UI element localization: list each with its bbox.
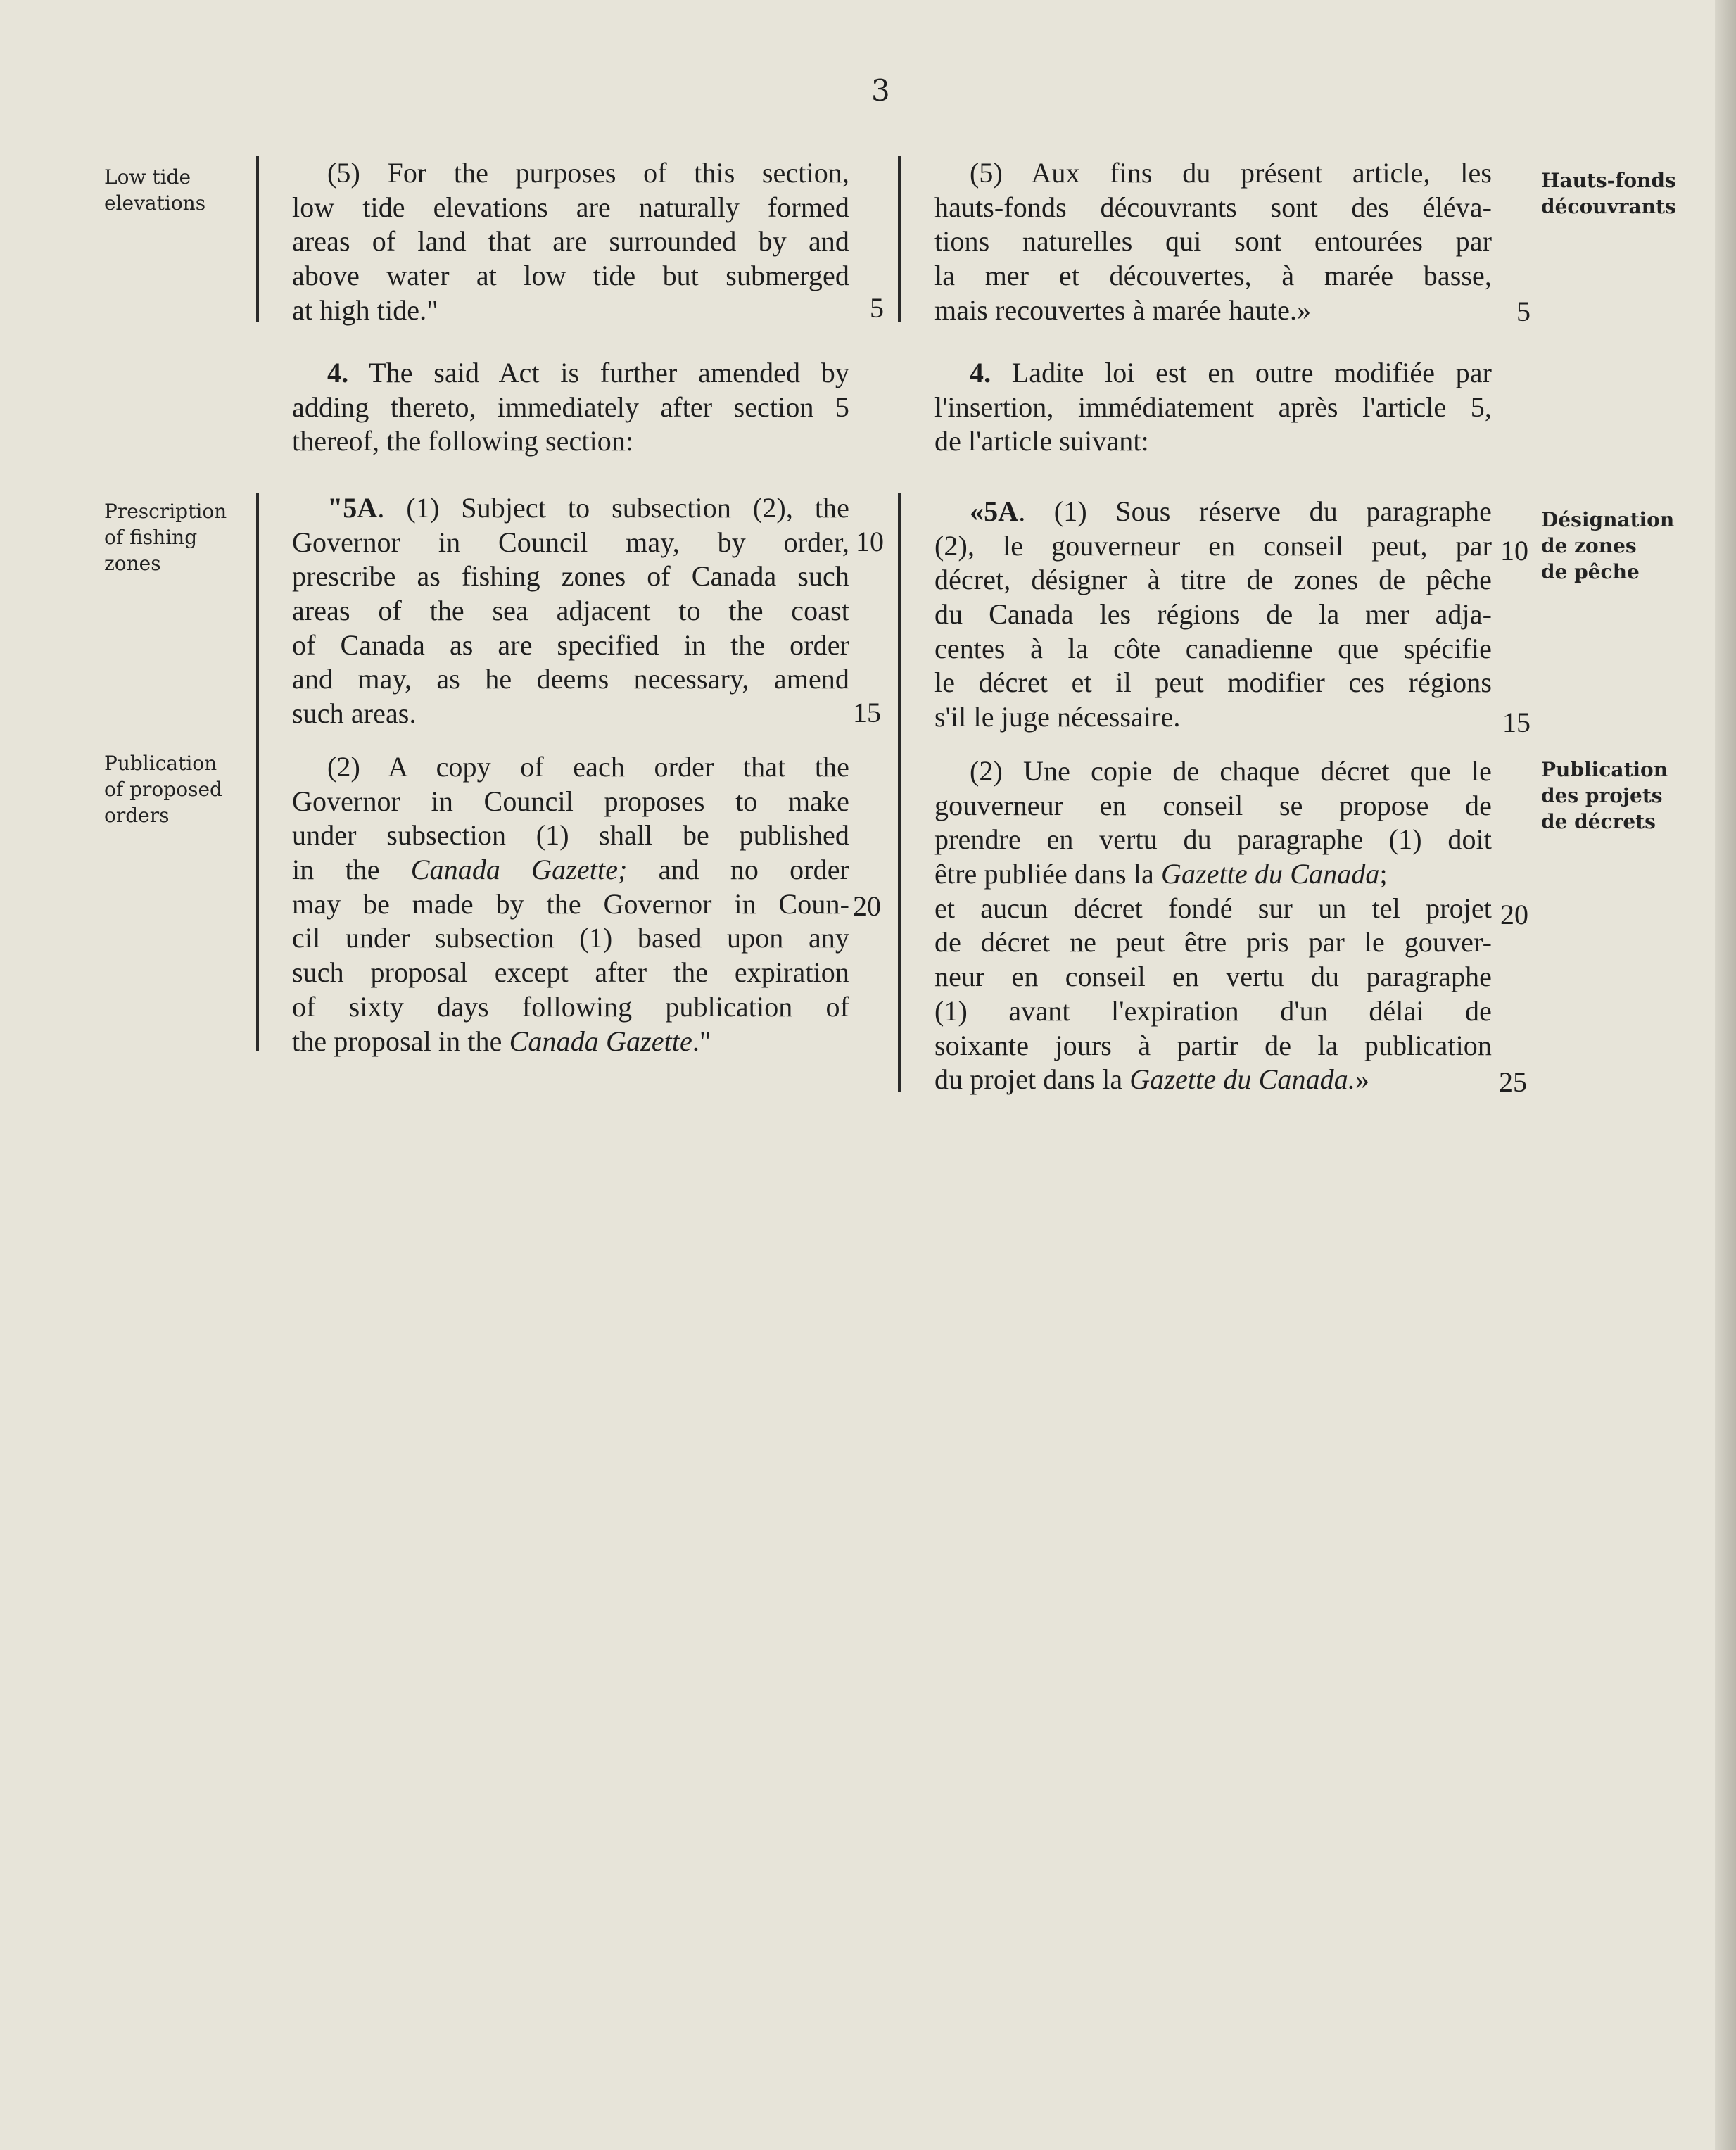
section-number: 4. — [327, 357, 349, 388]
text-line: thereof, the following section: — [292, 425, 634, 457]
text-line — [292, 356, 849, 391]
text-line: soixante jours à partir de la publication — [934, 1029, 1492, 1061]
text-line: of sixty days following publication of — [292, 990, 849, 1023]
section-letter: A — [998, 495, 1019, 527]
amendment-bar-fr-2 — [898, 493, 901, 1092]
text-line: gouverneur en conseil se propose de — [934, 789, 1492, 821]
gazette-title: Canada Gazette; — [410, 854, 628, 886]
text-run: in the — [292, 854, 411, 886]
english-section-5a — [292, 491, 849, 731]
text-run: » — [1355, 1063, 1370, 1096]
text-line: such areas. — [292, 697, 417, 730]
text-line: may be made by the Governor in Coun- — [292, 887, 849, 920]
line-number-en-20: 20 — [853, 890, 881, 922]
margin-note-fishing-zones-en: Prescription of fishing zones — [104, 500, 227, 575]
text-line: cil under subsection (1) based upon any — [292, 922, 849, 954]
french-subsection-5 — [934, 156, 1492, 327]
line-number-fr-25: 25 — [1499, 1066, 1527, 1098]
text-run: and no order — [627, 854, 850, 886]
text-line: prescribe as fishing zones of Canada such — [292, 560, 849, 593]
text-line: above water at low tide but submerged — [292, 260, 849, 292]
line-number-fr-15: 15 — [1502, 707, 1531, 738]
line-number-fr-20: 20 — [1500, 899, 1528, 930]
text-run: ." — [692, 1025, 711, 1057]
text-line — [292, 853, 849, 887]
english-subsection-2 — [292, 750, 849, 1058]
page-edge — [1715, 0, 1736, 2150]
text-line: neur en conseil en vertu du paragraphe — [934, 961, 1492, 993]
text-line: le décret et il peut modifier ces régions — [934, 666, 1492, 699]
line-number-en-10: 10 — [856, 526, 884, 557]
text-line: (2) Une copie de chaque décret que le — [970, 755, 1492, 787]
text-line: prendre en vertu du paragraphe (1) doit — [934, 823, 1492, 856]
text-line: tions naturelles qui sont entourées par — [934, 225, 1492, 258]
section-text: . (1) Subject to subsection (2), the — [377, 492, 849, 524]
text-run: du projet dans la — [934, 1063, 1130, 1096]
section-text: . (1) Sous réserve du paragraphe — [1018, 495, 1492, 527]
text-line — [292, 1025, 849, 1059]
section-number: "5 — [327, 492, 357, 524]
text-line: areas of land that are surrounded by and — [292, 225, 849, 258]
text-line: adding thereto, immediately after section 5 — [292, 391, 849, 423]
text-line: (2), le gouverneur en conseil peut, par — [934, 529, 1492, 562]
text-run: ; — [1379, 858, 1388, 890]
section-number: «5 — [970, 495, 999, 527]
margin-note-low-tide-fr: Hauts-fonds découvrants — [1541, 169, 1676, 218]
margin-note-fishing-zones-fr: Désignation de zones de pêche — [1541, 508, 1675, 583]
text-line: Governor in Council proposes to make — [292, 785, 849, 817]
text-line: mais recouvertes à marée haute.» — [934, 293, 1312, 326]
text-line — [934, 1063, 1492, 1097]
gazette-title: Canada Gazette — [509, 1025, 692, 1057]
gazette-title: Gazette du Canada — [1160, 858, 1380, 890]
amendment-bar-en-2 — [256, 493, 259, 1051]
text-line: du Canada les régions de la mer adja- — [934, 598, 1492, 631]
text-line — [934, 857, 1492, 892]
text-line: s'il le juge nécessaire. — [934, 701, 1181, 733]
margin-note-publication-fr: Publication des projets de décrets — [1541, 758, 1668, 833]
text-line: areas of the sea adjacent to the coast — [292, 595, 849, 627]
text-line: décret, désigner à titre de zones de pêche — [934, 564, 1492, 596]
amendment-bar-fr-1 — [898, 156, 901, 322]
section-number: 4. — [970, 357, 991, 388]
text-line: (5) For the purposes of this section, — [327, 157, 849, 189]
text-line: (1) avant l'expiration d'un délai de — [934, 994, 1492, 1027]
text-line: de décret ne peut être pris par le gouver- — [934, 926, 1492, 959]
english-subsection-5 — [292, 156, 849, 327]
text-run: être publiée dans la — [934, 858, 1161, 890]
margin-note-low-tide-en: Low tide elevations — [104, 165, 206, 215]
french-subsection-2 — [934, 754, 1492, 1097]
line-number-fr-10: 10 — [1500, 535, 1528, 567]
section-text: The said Act is further amended by — [369, 357, 849, 388]
text-line: Governor in Council may, by order, — [292, 526, 849, 558]
text-line: under subsection (1) shall be published — [292, 819, 849, 852]
line-number-en-15: 15 — [853, 697, 881, 728]
line-number-en-5: 5 — [870, 292, 884, 324]
text-line: hauts-fonds découvrants sont des éléva- — [934, 191, 1492, 223]
text-line: la mer et découvertes, à marée basse, — [934, 260, 1492, 292]
text-line — [934, 356, 1492, 391]
margin-note-publication-en: Publication of proposed orders — [104, 752, 222, 827]
text-line: at high tide." — [292, 293, 438, 326]
text-line: of Canada as are specified in the order — [292, 628, 849, 661]
text-line: et aucun décret fondé sur un tel projet — [934, 892, 1492, 924]
text-line: l'insertion, immédiatement après l'article 5, — [934, 391, 1492, 423]
gazette-title: Gazette du Canada. — [1129, 1063, 1355, 1096]
text-line: such proposal except after the expiration — [292, 956, 849, 989]
english-section-4 — [292, 356, 849, 459]
section-letter: A — [357, 492, 378, 524]
text-line: centes à la côte canadienne que spécifie — [934, 632, 1492, 664]
page-number: 3 — [871, 73, 890, 108]
text-line — [292, 491, 849, 526]
french-section-5a — [934, 495, 1492, 735]
section-text: Ladite loi est en outre modifiée par — [1011, 357, 1492, 388]
amendment-bar-en-1 — [256, 156, 259, 322]
text-line: and may, as he deems necessary, amend — [292, 663, 849, 695]
text-line: (5) Aux fins du présent article, les — [970, 157, 1492, 189]
text-line — [934, 495, 1492, 529]
text-line: low tide elevations are naturally formed — [292, 191, 849, 223]
text-line: de l'article suivant: — [934, 425, 1149, 457]
text-run: the proposal in the — [292, 1025, 509, 1057]
line-number-fr-5: 5 — [1516, 296, 1531, 327]
french-section-4 — [934, 356, 1492, 459]
text-line: (2) A copy of each order that the — [327, 751, 849, 783]
